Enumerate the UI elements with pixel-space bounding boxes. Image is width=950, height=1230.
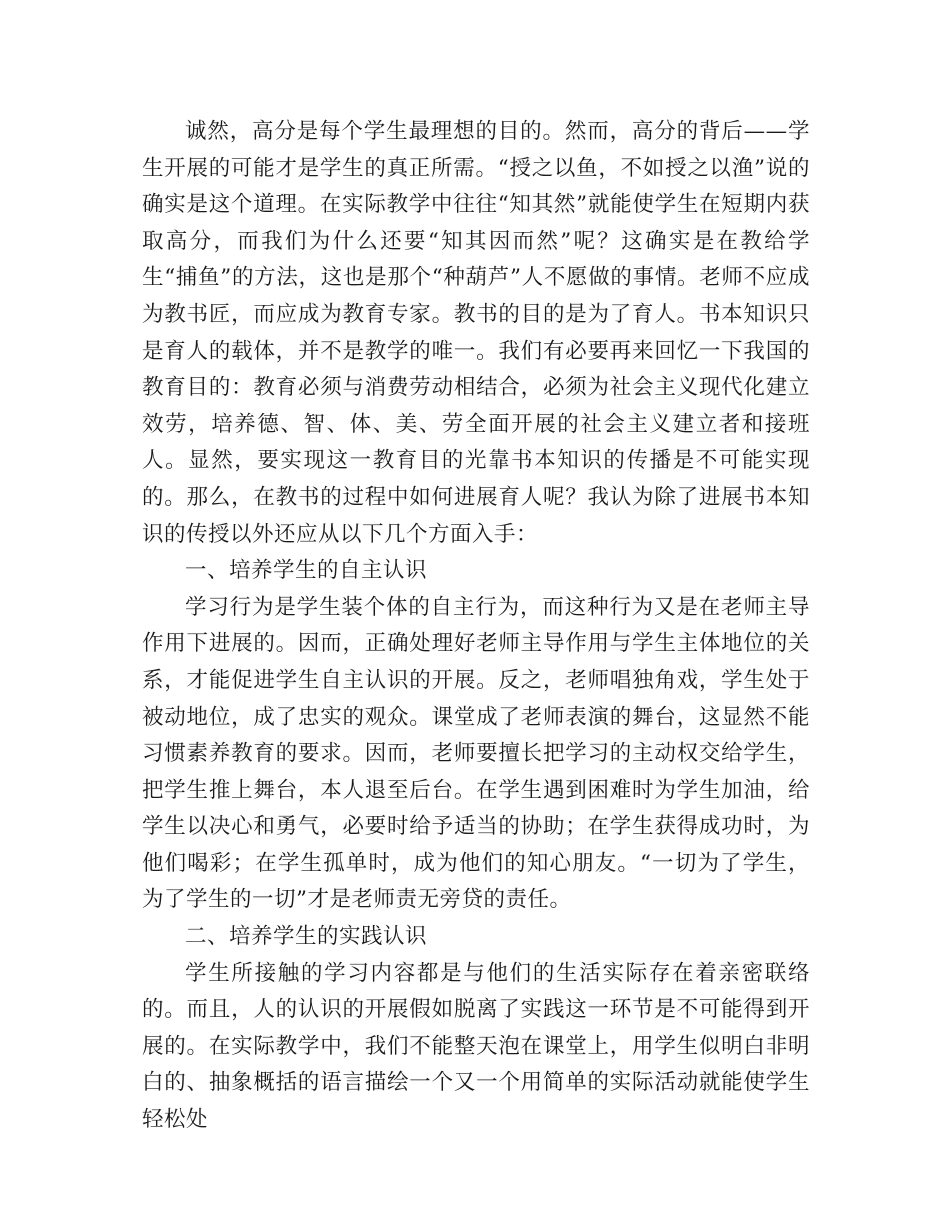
section-1-paragraph: 学习行为是学生装个体的自主行为，而这种行为又是在老师主导作用下进展的。因而，正确处理好老师主导作用与学生主体地位的关系，才能促进学生自主认识的开展。反之，老师唱独角戏，学生处于被动地位，成了忠实的观众。课堂成了老师表演的舞台，这显然不能习惯素养教育的要求。因而，老师要擅长把学习的主动权交给学生，把学生推上舞台，本人退至后台。在学生遇到困难时为学生加油，给学生以决心和勇气，必要时给予适当的协助；在学生获得成功时，为他们喝彩；在学生孤单时，成为他们的知心朋友。“一切为了学生，为了学生的一切”才是老师责无旁贷的责任。 xyxy=(142,594,810,913)
section-heading-1: 一、培养学生的自主认识 xyxy=(185,558,428,584)
document-body xyxy=(142,114,810,1139)
intro-paragraph: 诚然，高分是每个学生最理想的目的。然而，高分的背后——学生开展的可能才是学生的真正所需。“授之以鱼，不如授之以渔”说的确实是这个道理。在实际教学中往往“知其然”就能使学生在短期内获取高分，而我们为什么还要“知其因而然”呢？这确实是在教给学生“捕鱼”的方法，这也是那个“种葫芦”人不愿做的事情。老师不应成为教书匠，而应成为教育专家。教书的目的是为了育人。书本知识只是育人的载体，并不是教学的唯一。我们有必要再来回忆一下我国的教育目的：教育必须与消费劳动相结合，必须为社会主义现代化建立效劳，培养德、智、体、美、劳全面开展的社会主义建立者和接班人。显然，要实现这一教育目的光靠书本知识的传播是不可能实现的。那么，在教书的过程中如何进展育人呢？我认为除了进展书本知识的传授以外还应从以下几个方面入手： xyxy=(142,119,810,547)
section-heading-2: 二、培养学生的实践认识 xyxy=(185,924,428,950)
section-2-paragraph: 学生所接触的学习内容都是与他们的生活实际存在着亲密联络的。而且，人的认识的开展假如脱离了实践这一环节是不可能得到开展的。在实际教学中，我们不能整天泡在课堂上，用学生似明白非明白的、抽象概括的语言描绘一个又一个用简单的实际活动就能使学生轻松处 xyxy=(142,960,810,1133)
